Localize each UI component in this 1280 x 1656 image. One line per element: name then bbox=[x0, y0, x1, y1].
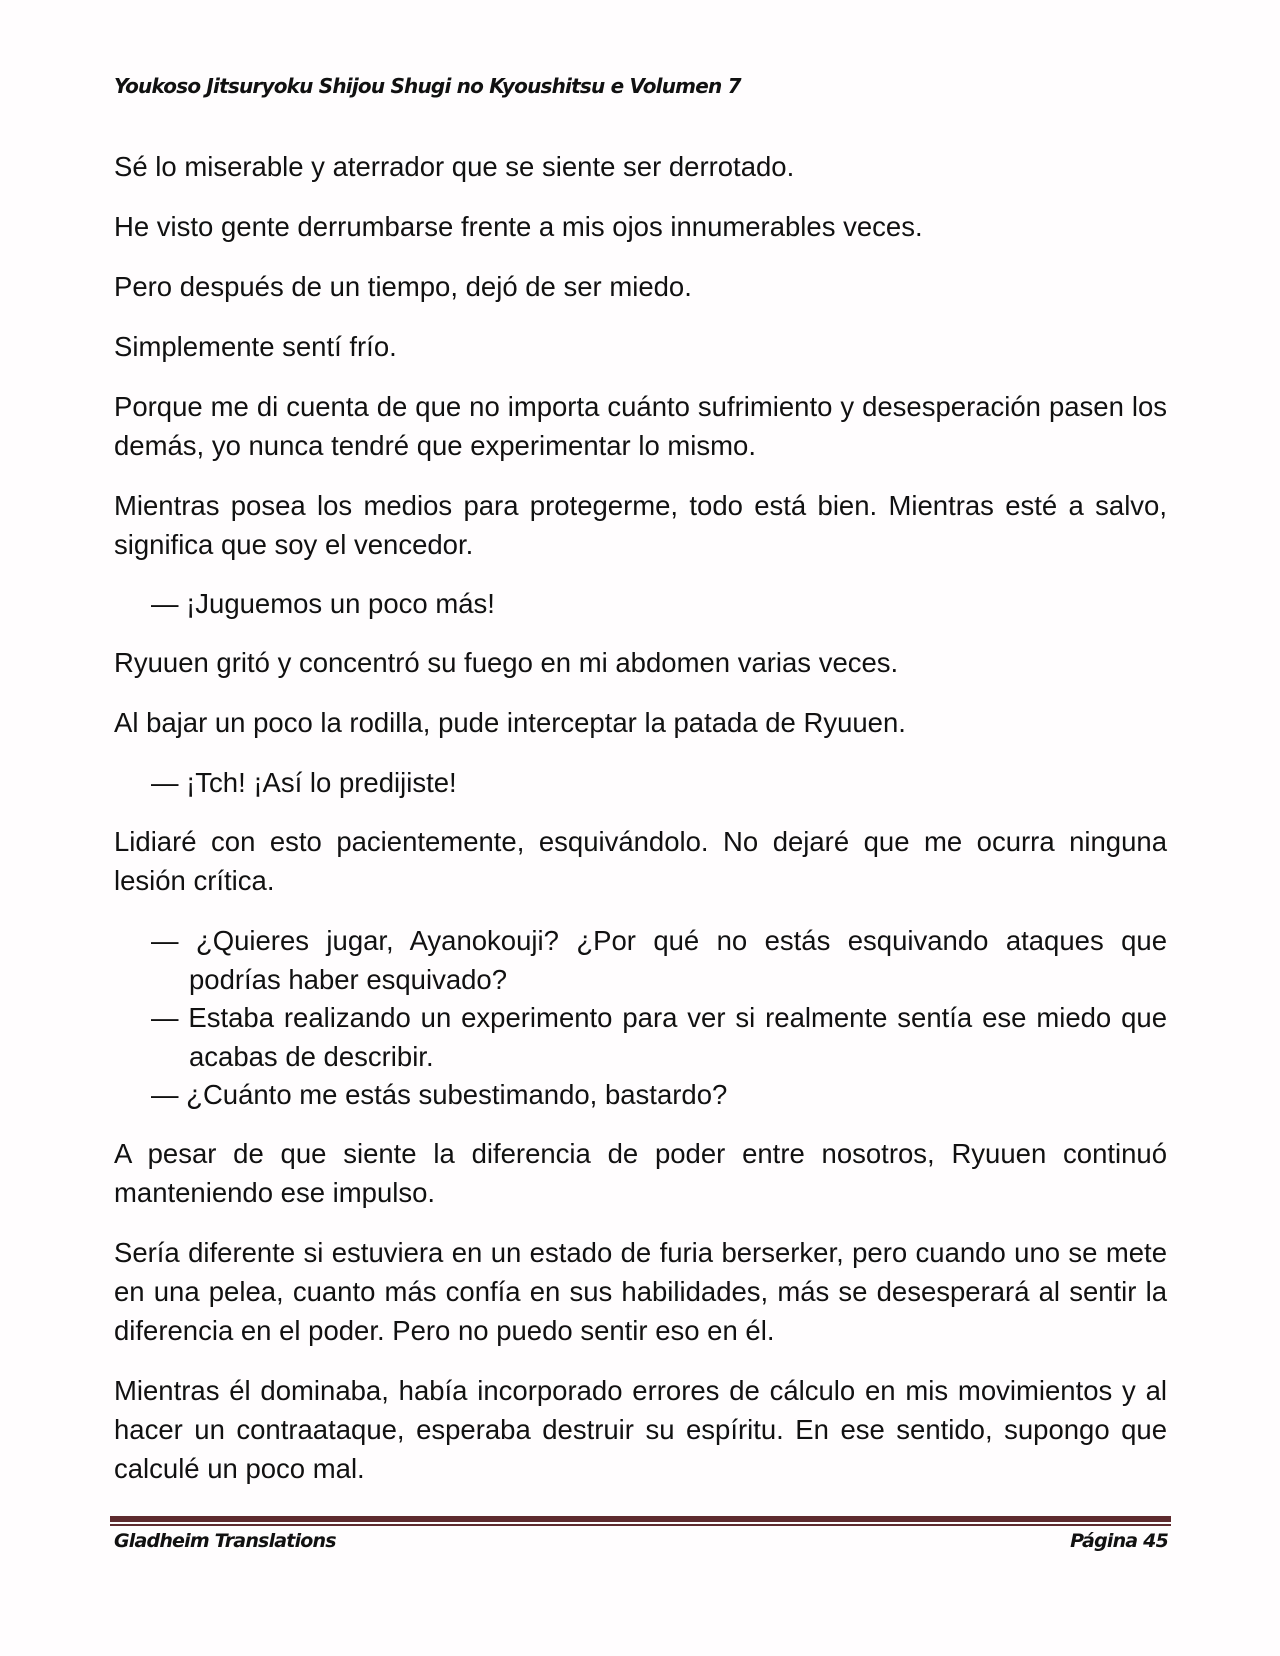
paragraph: A pesar de que siente la diferencia de poder entre nosotros, Ryuuen continuó manteniendo ese impulso. bbox=[114, 1138, 1167, 1208]
paragraph: Pero después de un tiempo, dejó de ser miedo. bbox=[114, 271, 692, 302]
paragraph: Mientras posea los medios para protegerme, todo está bien. Mientras esté a salvo, significa que soy el vencedor. bbox=[114, 490, 1167, 560]
paragraph: Simplemente sentí frío. bbox=[114, 331, 397, 362]
dialogue-line: — ¿Cuánto me estás subestimando, bastardo? bbox=[151, 1079, 728, 1110]
paragraph: Sería diferente si estuviera en un estado de furia berserker, pero cuando uno se mete en una pelea, cuanto más confía en sus habilidades, más se desesperará al sentir la diferencia en el poder. Pero no puedo sentir eso en él. bbox=[114, 1237, 1167, 1346]
paragraph: Lidiaré con esto pacientemente, esquivándolo. No dejaré que me ocurra ninguna lesión crítica. bbox=[114, 826, 1167, 896]
paragraph: Ryuuen gritó y concentró su fuego en mi abdomen varias veces. bbox=[114, 647, 899, 678]
dialogue-line: — ¡Juguemos un poco más! bbox=[151, 588, 495, 619]
footer-translator: Gladheim Translations bbox=[114, 1530, 336, 1552]
paragraph: Mientras él dominaba, había incorporado errores de cálculo en mis movimientos y al hacer un contraataque, esperaba destruir su espíritu. En ese sentido, supongo que calculé un poco mal. bbox=[114, 1375, 1167, 1484]
dialogue-line: — ¡Tch! ¡Así lo predijiste! bbox=[151, 767, 457, 798]
paragraph: Sé lo miserable y aterrador que se siente ser derrotado. bbox=[114, 151, 795, 182]
page-number: Página 45 bbox=[1070, 1530, 1168, 1552]
dialogue-line: — ¿Quieres jugar, Ayanokouji? ¿Por qué no estás esquivando ataques que podrías haber esquivado? bbox=[151, 925, 1167, 995]
running-header: Youkoso Jitsuryoku Shijou Shugi no Kyoushitsu e Volumen 7 bbox=[114, 74, 741, 98]
paragraph: Porque me di cuenta de que no importa cuánto sufrimiento y desesperación pasen los demás, yo nunca tendré que experimentar lo mismo. bbox=[114, 391, 1167, 461]
footer-rule-thin bbox=[110, 1524, 1171, 1526]
dialogue-line: — Estaba realizando un experimento para ver si realmente sentía ese miedo que acabas de describir. bbox=[151, 1002, 1167, 1072]
paragraph: He visto gente derrumbarse frente a mis ojos innumerables veces. bbox=[114, 211, 923, 242]
footer-rule bbox=[110, 1516, 1171, 1522]
paragraph: Al bajar un poco la rodilla, pude interceptar la patada de Ryuuen. bbox=[114, 707, 906, 738]
